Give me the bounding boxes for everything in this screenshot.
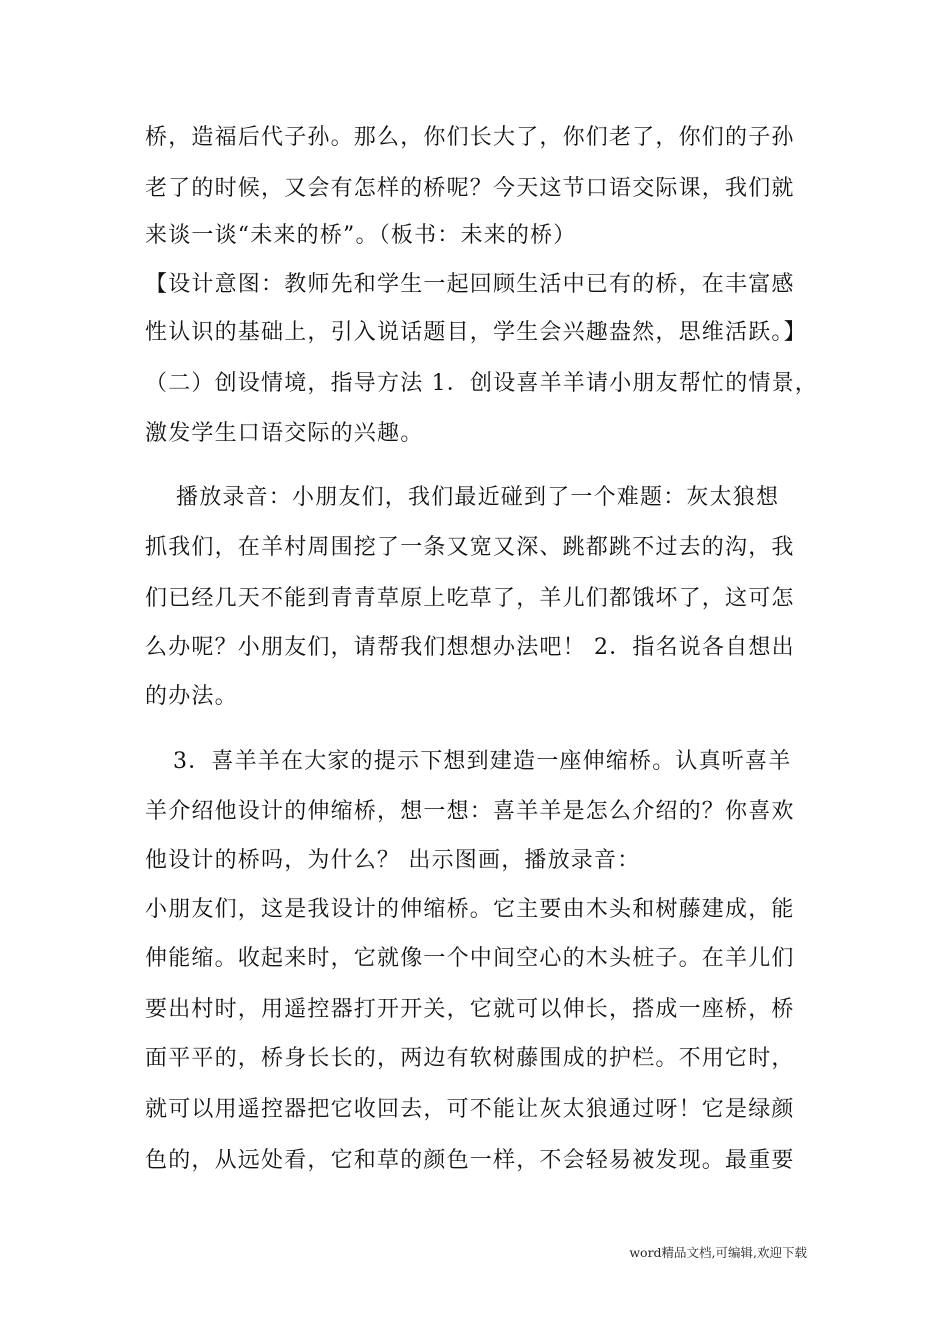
text-line: 来谈一谈“未来的桥”。（板书：未来的桥）	[145, 223, 577, 248]
text-line: 伸能缩。收起来时，它就像一个中间空心的木头桩子。在羊儿们	[145, 946, 795, 971]
text-line: 小朋友们，这是我设计的伸缩桥。它主要由木头和树藤建成，能	[145, 897, 795, 922]
text-line: 激发学生口语交际的兴趣。	[145, 421, 424, 446]
text-line: 么办呢？小朋友们，请帮我们想想办法吧！ 2．指名说各自想出	[145, 635, 795, 660]
text-line: 面平平的，桥身长长的，两边有软树藤围成的护栏。不用它时，	[145, 1046, 795, 1071]
text-line: 的办法。	[145, 684, 238, 709]
text-line: 色的，从远处看，它和草的颜色一样，不会轻易被发现。最重要	[145, 1148, 795, 1173]
text-line: 性认识的基础上，引入说话题目，学生会兴趣盎然，思维活跃。】	[145, 320, 807, 345]
text-line: 们已经几天不能到青青草原上吃草了，羊儿们都饿坏了，这可怎	[145, 586, 795, 611]
text-line: 老了的时候，又会有怎样的桥呢？今天这节口语交际课，我们就	[145, 176, 795, 201]
text-line: 桥，造福后代子孙。那么，你们长大了，你们老了，你们的子孙	[145, 125, 795, 150]
text-line: 羊介绍他设计的伸缩桥，想一想：喜羊羊是怎么介绍的？你喜欢	[145, 799, 795, 824]
text-line: 播放录音：小朋友们，我们最近碰到了一个难题：灰太狼想	[176, 485, 780, 510]
text-line: 就可以用遥控器把它收回去，可不能让灰太狼通过呀！它是绿颜	[145, 1097, 795, 1122]
page-footer: word精品文档,可编辑,欢迎下载	[629, 1245, 807, 1260]
text-line: 3．喜羊羊在大家的提示下想到建造一座伸缩桥。认真听喜羊	[173, 749, 792, 774]
text-line: 【设计意图：教师先和学生一起回顾生活中已有的桥，在丰富感	[145, 272, 795, 297]
text-line: 要出村时，用遥控器打开开关，它就可以伸长，搭成一座桥，桥	[145, 997, 795, 1022]
text-line: 抓我们，在羊村周围挖了一条又宽又深、跳都跳不过去的沟，我	[145, 535, 795, 560]
text-line: （二）创设情境，指导方法 1．创设喜羊羊请小朋友帮忙的情景，	[145, 371, 818, 396]
text-line: 他设计的桥吗，为什么？ 出示图画，播放录音：	[145, 848, 641, 873]
